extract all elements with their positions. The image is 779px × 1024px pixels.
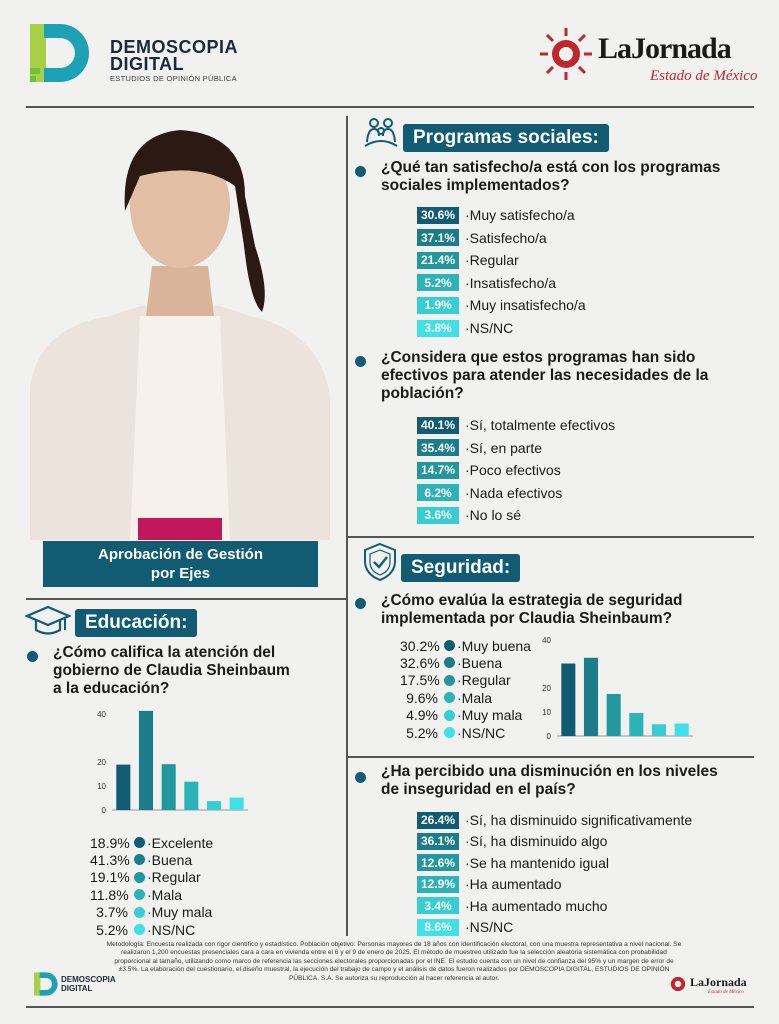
answer-percent: 26.4% xyxy=(417,812,459,829)
legend-row xyxy=(400,672,511,689)
legend-row xyxy=(400,654,502,671)
demoscopia-subtitle: ESTUDIOS DE OPINIÓN PÚBLICA xyxy=(110,74,237,83)
programas-q1-line2: sociales implementados? xyxy=(381,177,570,194)
programas-q1 xyxy=(381,159,720,195)
legend-label: ·Mala xyxy=(147,886,183,903)
banner-line-2: por Ejes xyxy=(150,565,211,582)
answer-row xyxy=(417,319,513,337)
column-divider xyxy=(346,116,348,936)
answer-label: ·Sí, totalmente efectivos xyxy=(465,417,616,433)
section-divider xyxy=(348,756,754,758)
answer-row xyxy=(417,251,519,269)
answer-label: ·Poco efectivos xyxy=(465,462,561,479)
legend-row xyxy=(400,707,522,724)
answer-percent: 8.6% xyxy=(417,919,459,936)
answer-label: ·Satisfecho/a xyxy=(465,229,547,246)
bar xyxy=(116,765,130,810)
seguridad-q1 xyxy=(381,592,683,628)
legend-row xyxy=(90,886,182,903)
jornada-sun-icon xyxy=(538,26,594,82)
legend-label: ·Regular xyxy=(457,672,511,689)
legend-dot-icon xyxy=(444,657,455,668)
legend-label: ·Muy mala xyxy=(457,707,523,724)
seguridad-q1-line2: implementada por Claudia Sheinbaum? xyxy=(381,610,673,627)
jornada-footer-sun-icon xyxy=(668,974,688,994)
legend-row xyxy=(90,921,195,938)
demoscopia-footer-logo-icon xyxy=(34,972,58,996)
answer-label: ·Sí, ha disminuido significativamente xyxy=(465,812,693,828)
answer-row xyxy=(417,875,562,893)
answer-label: ·Insatisfecho/a xyxy=(465,274,557,291)
q-bullet xyxy=(355,166,366,177)
legend-value: 9.6% xyxy=(406,689,438,706)
legend-value: 4.9% xyxy=(406,707,438,724)
answer-row xyxy=(417,439,542,457)
y-tick-label: 10 xyxy=(542,708,551,717)
methodology-text: Metodología: Encuesta realizada con rigor científico y estadístico. Población objetivo: Personas mayores de 18 años con identificación electoral, con una muestra representativa a nivel nacional. Se realizaron 1,200 encuestas presenciales cara a cara en vivienda entre el 6 y el 9 de enero de 2025. El método de muestreo utilizado fue la selección aleatoria sistemática con probabilidad proporcional al tamaño, utilizando como marco de referencia las secciones electorales proporcionadas por el INE. El estudio cuenta con un nivel de confianza del 95% y un margen de error de ±3.5%. La elaboración del cuestionario, el diseño muestral, la ejecución del trabajo de campo y el análisis de datos fueron realizados por DEMOSCOPIA DIGITAL, ESTUDIOS DE OPINIÓN PÚBLICA. S.A. Se autoriza su reproducción al hacer referencia al autor. xyxy=(106,941,682,982)
seguridad-title: Seguridad: xyxy=(401,554,520,582)
legend-value: 18.9% xyxy=(90,834,130,851)
answer-percent: 21.4% xyxy=(417,252,459,269)
answer-row xyxy=(417,918,513,936)
bar xyxy=(230,798,244,810)
legend-dot-icon xyxy=(134,924,145,935)
header-divider xyxy=(26,106,754,108)
answer-row xyxy=(417,206,575,224)
legend-label: ·Buena xyxy=(457,654,503,671)
answer-percent: 1.9% xyxy=(417,297,459,314)
legend-dot-icon xyxy=(134,907,145,918)
bar xyxy=(629,713,643,736)
footer-jornada-brand: LaJornada xyxy=(690,975,747,989)
y-tick-label: 40 xyxy=(542,636,551,645)
footer-divider xyxy=(26,1006,754,1008)
q-bullet xyxy=(355,772,366,783)
legend-dot-icon xyxy=(444,710,455,721)
answer-row xyxy=(417,811,692,829)
bar xyxy=(139,711,153,810)
seguridad-q2 xyxy=(381,763,718,799)
answer-percent: 40.1% xyxy=(417,417,459,434)
answer-label: ·Sí, ha disminuido algo xyxy=(465,833,608,850)
y-tick-label: 0 xyxy=(546,732,551,741)
legend-dot-icon xyxy=(444,640,455,651)
answer-percent: 30.6% xyxy=(417,207,459,224)
bar xyxy=(162,764,176,810)
legend-dot-icon xyxy=(444,675,455,686)
legend-label: ·Muy mala xyxy=(147,904,213,921)
answer-row xyxy=(417,484,562,502)
graduation-cap-icon xyxy=(25,604,71,638)
legend-row xyxy=(90,834,213,851)
legend-value: 5.2% xyxy=(96,921,128,938)
programas-q2-line2: efectivos para atender las necesidades de la xyxy=(381,367,709,384)
answer-row xyxy=(417,461,561,479)
answer-percent: 3.4% xyxy=(417,897,459,914)
legend-label: ·Mala xyxy=(457,689,493,706)
q-bullet xyxy=(27,651,38,662)
seguridad-q2-line1: ¿Ha percibido una disminución en los niveles xyxy=(381,763,718,780)
answer-label: ·Muy insatisfecho/a xyxy=(465,297,586,314)
answer-percent: 3.8% xyxy=(417,320,459,337)
y-tick-label: 10 xyxy=(97,782,106,791)
bar xyxy=(207,801,221,810)
educacion-title: Educación: xyxy=(75,609,197,637)
y-tick-label: 20 xyxy=(97,758,106,767)
shield-check-icon xyxy=(362,542,398,582)
answer-label: ·Sí, en parte xyxy=(465,439,543,456)
legend-dot-icon xyxy=(134,837,145,848)
legend-value: 5.2% xyxy=(406,724,438,741)
legend-label: ·Excelente xyxy=(147,834,214,851)
legend-dot-icon xyxy=(134,889,145,900)
demoscopia-logo-icon xyxy=(30,24,90,82)
bar xyxy=(675,724,689,736)
programas-q2-line3: población? xyxy=(381,385,464,402)
programas-q1-line1: ¿Qué tan satisfecho/a está con los programas xyxy=(381,159,721,176)
footer-demoscopia-brand: DEMOSCOPIA xyxy=(61,975,116,984)
programas-q2 xyxy=(381,349,708,403)
legend-label: ·NS/NC xyxy=(457,724,506,741)
answer-percent: 35.4% xyxy=(417,439,459,456)
jornada-subtitle: Estado de México xyxy=(650,68,758,84)
answer-row xyxy=(417,897,607,915)
legend-dot-icon xyxy=(444,692,455,703)
answer-label: ·NS/NC xyxy=(465,919,514,935)
seguridad-bar-chart xyxy=(535,632,700,744)
seguridad-q2-line2: de inseguridad en el país? xyxy=(381,781,576,798)
section-divider xyxy=(26,598,346,600)
answer-percent: 37.1% xyxy=(417,229,459,246)
legend-dot-icon xyxy=(134,872,145,883)
educacion-q1-line1: ¿Cómo califica la atención del xyxy=(53,644,276,661)
footer-demoscopia-brand-2: DIGITAL xyxy=(61,984,93,993)
aprobacion-banner xyxy=(43,541,318,587)
educacion-q1-line3: a la educación? xyxy=(53,680,170,697)
jornada-brand: LaJornada xyxy=(598,32,731,65)
answer-row xyxy=(417,296,586,314)
answer-row xyxy=(417,832,607,850)
legend-dot-icon xyxy=(134,854,145,865)
bar xyxy=(184,782,198,810)
answer-row xyxy=(417,506,521,524)
answer-percent: 5.2% xyxy=(417,274,459,291)
legend-row xyxy=(400,724,505,741)
legend-label: ·Regular xyxy=(147,869,201,886)
legend-value: 19.1% xyxy=(90,869,130,886)
bar xyxy=(607,694,621,736)
legend-row xyxy=(400,637,531,654)
banner-line-1: Aprobación de Gestión xyxy=(97,546,263,563)
legend-row xyxy=(90,904,212,921)
answer-row xyxy=(417,229,547,247)
seguridad-q1-line1: ¿Cómo evalúa la estrategia de seguridad xyxy=(381,592,683,609)
legend-label: ·NS/NC xyxy=(147,921,196,938)
demoscopia-brand: DEMOSCOPIA xyxy=(110,37,239,57)
portrait-image xyxy=(30,116,330,540)
answer-label: ·Se ha mantenido igual xyxy=(465,854,609,871)
answer-percent: 12.9% xyxy=(417,876,459,893)
educacion-q1-line2: gobierno de Claudia Sheinbaum xyxy=(53,662,290,679)
answer-label: ·Nada efectivos xyxy=(465,484,563,501)
answer-percent: 36.1% xyxy=(417,833,459,850)
legend-label: ·Muy buena xyxy=(457,637,531,654)
answer-row xyxy=(417,854,609,872)
educacion-bar-chart xyxy=(90,706,250,818)
programas-title: Programas sociales: xyxy=(403,124,609,152)
legend-value: 17.5% xyxy=(400,672,440,689)
legend-value: 41.3% xyxy=(90,851,130,868)
answer-label: ·Muy satisfecho/a xyxy=(465,207,575,223)
bar xyxy=(561,664,575,736)
bar xyxy=(652,724,666,736)
answer-percent: 3.6% xyxy=(417,507,459,524)
legend-dot-icon xyxy=(444,727,455,738)
section-divider xyxy=(348,536,754,538)
bar xyxy=(584,658,598,736)
family-icon xyxy=(362,114,400,152)
q-bullet xyxy=(355,356,366,367)
q-bullet xyxy=(355,598,366,609)
header xyxy=(0,0,779,106)
programas-q2-line1: ¿Considera que estos programas han sido xyxy=(381,349,696,366)
answer-row xyxy=(417,274,556,292)
legend-label: ·Buena xyxy=(147,851,193,868)
legend-row xyxy=(400,689,492,706)
answer-row xyxy=(417,416,615,434)
answer-percent: 14.7% xyxy=(417,462,459,479)
y-tick-label: 40 xyxy=(97,710,106,719)
answer-label: ·No lo sé xyxy=(465,507,522,524)
answer-label: ·Regular xyxy=(465,252,519,269)
demoscopia-brand-2: DIGITAL xyxy=(110,54,185,74)
answer-label: ·Ha aumentado xyxy=(465,876,562,893)
y-tick-label: 0 xyxy=(101,806,106,815)
legend-row xyxy=(90,869,201,886)
answer-label: ·NS/NC xyxy=(465,320,514,336)
educacion-q1 xyxy=(53,644,290,698)
legend-value: 32.6% xyxy=(400,654,440,671)
legend-value: 3.7% xyxy=(96,904,128,921)
legend-value: 11.8% xyxy=(90,886,129,903)
answer-percent: 6.2% xyxy=(417,484,459,501)
legend-row xyxy=(90,851,192,868)
footer-jornada-subtitle: Estado de México xyxy=(708,990,744,995)
legend-value: 30.2% xyxy=(400,637,440,654)
y-tick-label: 20 xyxy=(542,684,551,693)
answer-label: ·Ha aumentado mucho xyxy=(465,897,608,914)
answer-percent: 12.6% xyxy=(417,854,459,871)
